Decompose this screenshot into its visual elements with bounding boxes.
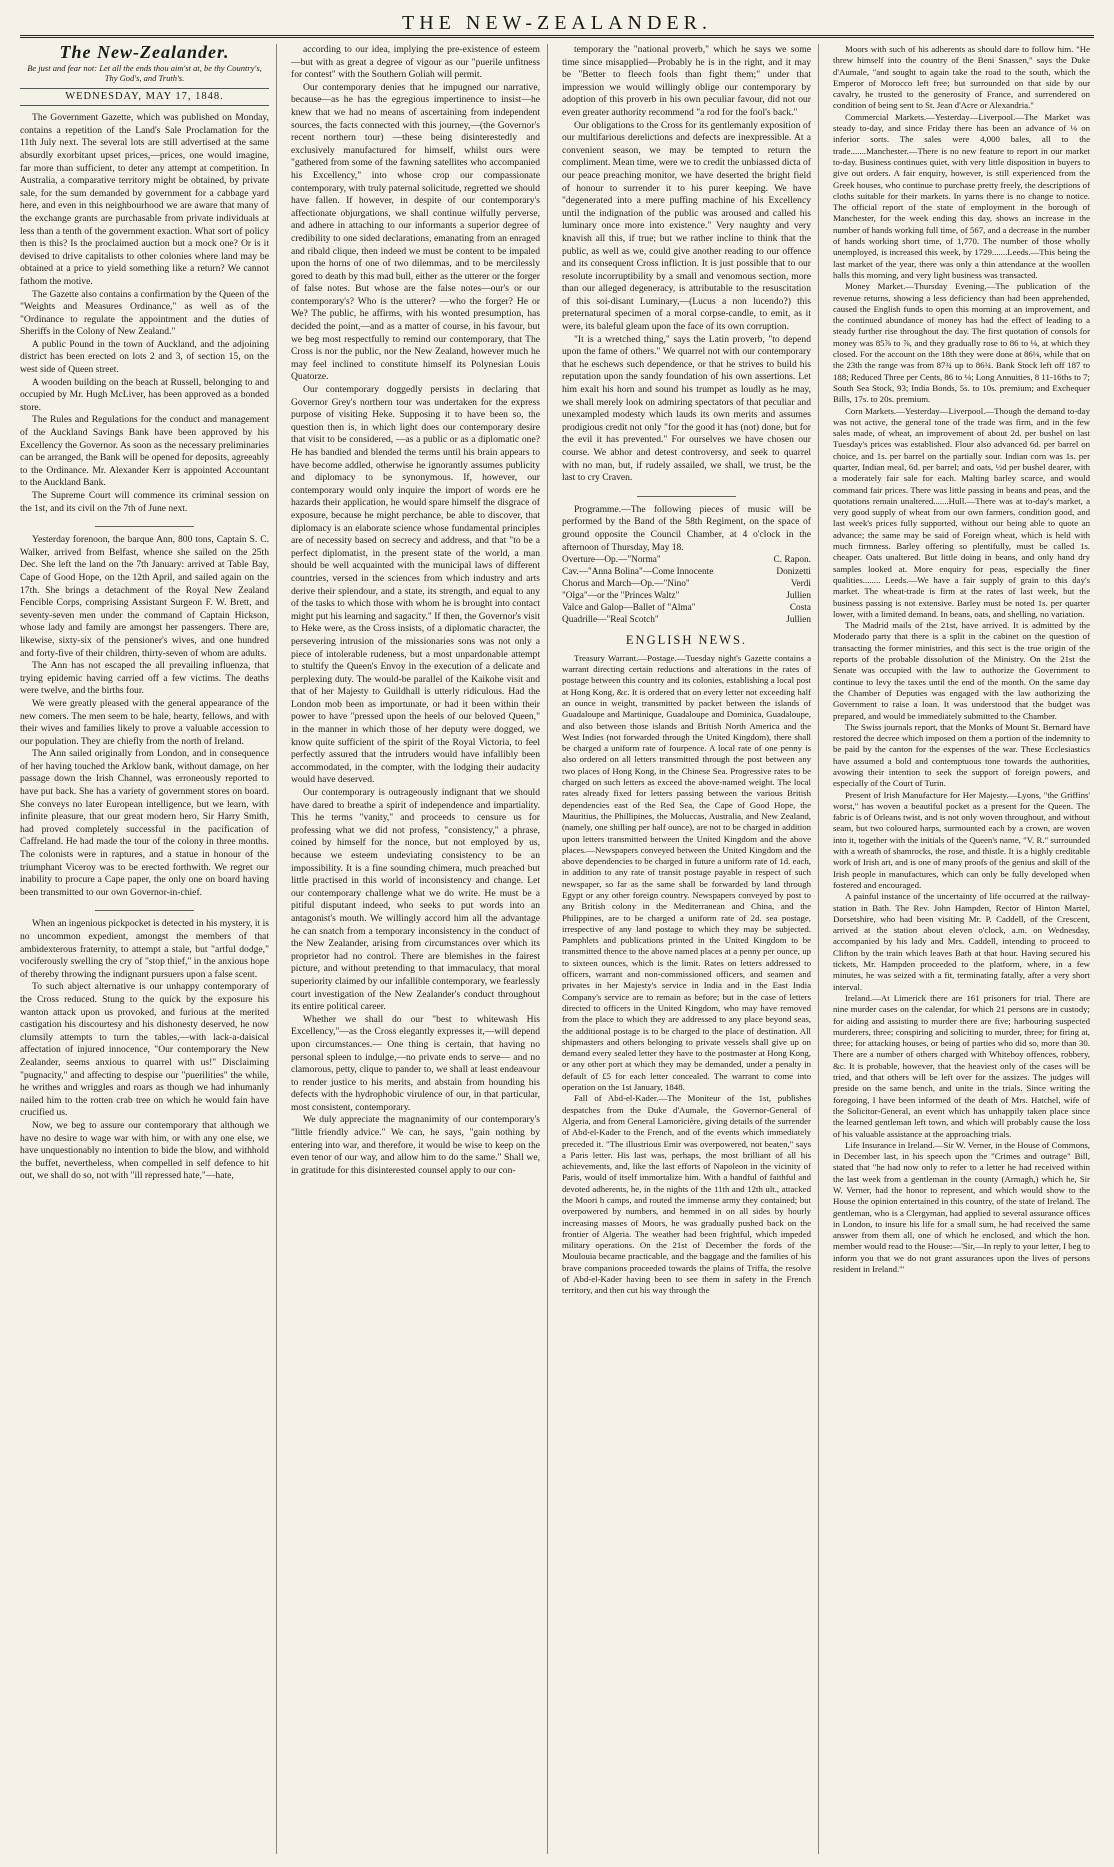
article-paragraph: Treasury Warrant.—Postage.—Tuesday night's Gazette contains a warrant directing certain reductions and alterations in the rates of postage between this country and its colonies, establishing a local post at Hong Kong, &c. It is ordered that on every letter not exceeding half an ounce in weight, transmitted by packet between the islands of Guadaloupe and Martinique, Guadaloupe and Dominica, Guadaloupe, and also between those islands and British North America and the West Indies (not forwarded through the United Kingdom), there shall be charged a uniform rate of fourpence. A local rate of one penny is also ordered on all letters transmitted through the post between any two places of Hong Kong, in the Chinese Sea. Progressive rates to be charged on such letters as exceed the above-named weight. The local rates already fixed for letters passing between the various British dependencies east of the Red Sea, the Cape of Good Hope, the Mauritius, the Phillipines, the Moluccas, Australia, and New Zealand, (namely, one shilling per half ounce), are not to be charged in addition upon letters transmitted between the United Kingdom and the above places.—Newspapers conveyed between the United Kingdom and the above dependencies to be charged in future a uniform rate of 1d. each, in addition to any rate of transit postage payable in respect of such newspaper, so far as the same shall be forwarded by land through Egypt or any other foreign country. Newspapers conveyed by post to any British colony in the Mediterranean and China, and the Philippines, are to be charged a uniform rate of 2d. sea postage, irrespective of any land postage to which they may be subjected. Pamphlets and publications printed in the United Kingdom to be transmitted thence to the above named places at a penny per ounce, up to sixteen ounces, which is the limit. Rates on letters addressed to officers, warrant and non-commissioned officers, and seamen and privates in her Majesty's service in India and in the East India Company's service are to remain as before; but in the case of letters directed to officers in the United Kingdom, who may have removed from the place to which they are addressed to any place beyond seas, the additional postage is to be charged to the place of destination. All shipmasters and others belonging to private vessels shall give up on demand every sealed letter they have to the postmaster at Hong Kong, or any other port at which they may be demanded, under a penalty in default of £5 for each letter concealed. The warrant to come into operation on the 1st January, 1848.	[562, 652, 811, 1093]
program-piece: Quadrille—"Real Scotch"	[562, 615, 659, 626]
article-paragraph: Our contemporary denies that he impugned our narrative, because—as he has the egregious impertinence to insist—he knew that we had no means of ascertaining from independent sources, the facts connected with this journey,—(the Governor's recent northern tour) —these being disinterestedly and exclusively manufactured for himself, whilst ours were "gathered from some of the fawning satellites who accompanied his Excellency," into whose crop our compassionate contemporary, with truly paternal solicitude, regretted we should have fallen. If however, in despite of our contemporary's affectionate objurgations, we shall continue wilfully perverse, and adhere in attaching to our informants a superior degree of credibility to one sided declarations, emanating from an enraged and ribald clique, then indeed we must be content to be impaled upon the horns of one of two dilemmas, and to be mercilessly gored to death by this mad bull, either as the utterer or the forger of false notes. But whose are the false notes—our's or our contemporary's? Who is the utterer? —who the forger? He or We? The public, he affirms, with his wonted presumption, has decided the point,—and as a matter of course, in his favour, but we beg most respectfully to remind our contemporary, that The Cross is nor the public, nor the New Zealand, however much he may feel inclined to constitute himself its Polynesian Louis Quatorze.	[291, 81, 540, 383]
article-paragraph: The Government Gazette, which was published on Monday, contains a repetition of the Land's Sale Proclamation for the 11th July next. The several lots are still advertised at the same absurdly exorbitant upset prices,—prices, one would imagine, far more than sufficient, to deter any attempt at competition. In Australia, a comparative territory might be obtained, by private sale, for the sum demanded by government for a cabbage yard here, and even in this neighbourhood we are aware that many of the exchange grants are purchasable from private individuals at less than a tenth of the government exaction. What sort of policy then is this? Is the proclaimed auction but a mock one? Or is it devised to drive capitalists to other colonies where land may be obtained at a price to yield something like a return? We cannot fathom the motive.	[20, 112, 269, 287]
article-paragraph: Now, we beg to assure our contemporary that although we have no desire to wage war with him, or with any one else, we have unquestionably no intention to bide the blow, and withhold the buffet, nevertheless, when compelled in self defence to hit out, we shall do so, not with "ill repressed hate,"—hate,	[20, 1119, 269, 1182]
program-piece: Valce and Galop—Ballet of "Alma"	[562, 603, 696, 614]
program-line	[562, 554, 811, 566]
article-paragraph: Money Market.—Thursday Evening.—The publication of the revenue returns, showing a less deficiency than had been apprehended, caused the English funds to open this morning at an improvement, and the continued abundance of money has had the effect of leading to a steady further rise throughout the day. The first quotation of consols for money was 85⅞ to ⅞, and they gradually rose to 86 to ⅛, at which they closed. For the account on the 18th they were done at 86⅛, while that on the 23th the range was from 87¾ up to 86¾. Bank Stock left off 187 to 188; Reduced Three per Cents, 86 to ⅛; Long Annuities, 8 11-16ths to 7; South Sea Stock, 93; India Bonds, 5s. to 10s. premium; and Exchequer Bills, 17s. to 20s. premium.	[833, 281, 1090, 405]
article-paragraph: The Madrid mails of the 21st, have arrived. It is admitted by the Moderado party that there is a split in the cabinet on the question of transacting the former ministries, and this sect is the true origin of the reports of the probable dissolution of the Ministry. On the 21st the Senate was occupied with the law to authorize the Government to continue to levy the taxes until the end of the month. On the same day the Chamber of Deputies was engaged with the law authorizing the Government to raise a loan. It was understood that the budget was prepared, and would be immediately submitted to the Chamber.	[833, 620, 1090, 721]
article-paragraph: "It is a wretched thing," says the Latin proverb, "to depend upon the fame of others." We quarrel not with our contemporary that he eschews such dependence, or that he strives to build his reputation upon the sandy foundation of his own assertions. Let him exalt his horn and sound his trumpet as loudly as he may, we shall merely look on admiring spectators of that peculiar and unexampled modesty which lauds its own merits and assumes prodigious credit not only "for the good it has (not) done, but for the evil it has prevented." For ourselves we have chosen our course. We abhor and detest controversy, and seek to quarrel with no man, but, if rudely assailed, we shall, we trust, be the last to cry Craven.	[562, 333, 811, 484]
program-composer: Donizetti	[776, 567, 811, 578]
article-paragraph: A wooden building on the beach at Russell, belonging to and occupied by Mr. Hugh McLiver, has been approved as a bonded store.	[20, 376, 269, 413]
article-paragraph: We were greatly pleased with the general appearance of the new comers. The men seem to be hale, hearty, fellows, and with their wives and families likely to prove a valuable accession to our population. They are chiefly from the north of Ireland.	[20, 697, 269, 747]
program-piece: Cav.—"Anna Bolina"—Come Innocente	[562, 567, 714, 578]
article-paragraph: Life Insurance in Ireland.—Sir W. Verner, in the House of Commons, in December last, in his speech upon the "Crimes and outrage" Bill, stated that "he had now only to refer to a letter he had received within the last week from a gentleman in the county (Armagh,) which he, Sir W. Verner, had the honor to represent, and which would show to the House the opinion entertained in this country, of the state of Ireland. The gentleman, who is a Clergyman, had applied to several assurance offices in London, to insure his life for a small sum, he had received the same answer from them all, one of which he enclosed, and which the hon. member would read to the House:—'Sir,—In reply to your letter, I beg to inform you that we do not grant assurances upon the lives of persons resident in Ireland.'"	[833, 1139, 1090, 1275]
program-composer: Verdi	[790, 579, 811, 590]
article-paragraph: The Swiss journals report, that the Monks of Mount St. Bernard have restored the decree which imposed on them a portion of the indemnity to be paid by the canton for the expenses of the war. These Ecclesiastics have assumed a bold and contemptuous tone towards the authorities, avowing their intention to seek the support of foreign powers, and especially of the Court of Turin.	[833, 721, 1090, 789]
program-composer: Jullien	[786, 615, 811, 626]
divider	[95, 521, 195, 527]
dateline: WEDNESDAY, MAY 17, 1848.	[20, 88, 269, 107]
article-paragraph: The Supreme Court will commence its criminal session on the 1st, and its civil on the 7th of June next.	[20, 490, 269, 514]
article-paragraph: Our obligations to the Cross for its gentlemanly exposition of our multifarious derelictions and defects are inexpressible. At a convenient season, we may be tempted to return the compliment. Mean time, were we to credit the unbiassed dicta of our peace preaching monitor, we have deserted the bright field of honour to surrender it to his purer keeping. We have "degenerated into a mere puffing machine of his Excellency until the indignation of the public was aroused and called his luminary once more into existence." Very naughty and very knavish all this, if true; but we rather incline to think that the public, as well as we, could give another reading to our offence and its consequent Cross infliction. It is just possible that to our resolute incorruptibility by a small and venomous section, more than our alleged degeneracy, is attributable to the resuscitation of this soi-disant Luminary,—(Lucus a non lucendo?) this preternatural specimen of a moral corpse-candle, to emit, as it were, its baleful gleam upon the face of its own corruption.	[562, 119, 811, 333]
column-3	[562, 44, 819, 1854]
columns	[20, 44, 1094, 1854]
article-paragraph: Our contemporary is outrageously indignant that we should have dared to breathe a spirit of independence and impartiality. This he terms "vanity," and proceeds to censure us for professing what we did not profess, "consistency," a phrase, coined by himself for the nonce, but not employed by us, because we esteem undeviating consistency to be an impossibility. It is a fine sounding chimera, much preached but little practised in this world of inconsistency and change. Let our contemporary challenge what we do write. He must be a pitiful disputant indeed, who seeks to put words into an antagonist's mouth. We willingly accord him all the advantage he can snatch from a temporary inconsistency in the conduct of the New Zealander, arising from circumstances over which its proprietor had no control. There are blemishes in the fairest picture, and without pretending to that immaculacy, that moral superiority claimed by our infallible contemporary, we fearlessly court investigation of the New Zealander's conduct throughout its entire political career.	[291, 787, 540, 1013]
article-paragraph: Whether we shall do our "best to whitewash His Excellency,"—as the Cross elegantly expresses it,—will depend upon circumstances.— One thing is certain, that having no personal spleen to indulge,—no private ends to serve— and no clamorous, petty, clique to pander to, we shall at least endeavour to render justice to his merits, and abstain from hounding his defects with the hydrophobic virulence of our, in that particular, most consistent, contemporary.	[291, 1013, 540, 1113]
program-piece: "Olga"—or the "Princes Waltz"	[562, 591, 680, 602]
paper-title: The New-Zealander.	[59, 44, 230, 62]
music-program	[562, 554, 811, 626]
article-paragraph: Commercial Markets.—Yesterday—Liverpool.—The Market was steady to-day, and since Friday there has been an advance of ⅛ on inferior sorts. The sales were 4,000 bales, all to the trade.......Manchester.—There is no new feature to report in our market to-day. Business continues quiet, with very little disposition in buyers to give out orders. A fair enquiry, however, is still experienced from the Greek houses, who continue to purchase pretty freely, the descriptions of cloths suitable for their markets. In yarns there is no change to notice. The official report of the state of employment in the borough of Manchester, for the week ending this day, shows an increase in the number of hands working full time, of 567, and a decrease in the number of hands working short time, of 1,770. The number of those wholly unemployed, is increased this week, by 1729.......Leeds.—This being the last market of the year, there was only a thin attendance at the woollen halls this morning, and very light business was transacted.	[833, 111, 1090, 280]
masthead: THE NEW-ZEALANDER.	[20, 8, 1094, 38]
article-paragraph: The Ann sailed originally from London, and in consequence of her having touched the Arklow bank, without damage, on her passage down the Irish Channel, was erroneously reported to have put back. She has a variety of government stores on board. She conveys no later European intelligence, but we learn, with infinite pleasure, that our great modern hero, Sir Harry Smith, had proved completely successful in the pacification of Caffreland. He had made the tour of the colony in three months. The colonists were in raptures, and a statue in honour of the triumphant Viceroy was to be erected forthwith. We regret our inability to procure a Cape paper, the only one on board having been transmitted to our own Governor-in-chief.	[20, 748, 269, 898]
article-paragraph: Yesterday forenoon, the barque Ann, 800 tons, Captain S. C. Walker, arrived from Belfast, whence she sailed on the 25th Dec. She left the land on the 7th January: arrived at Table Bay, Cape of Good Hope, on the 12th April, and sailed again on the 17th. She brings a detachment of the Royal New Zealand Fencible Corps, comprising Assistant Surgeon F. W. Brett, and seventy-seven men under the command of Captain Hickson, whose lady and family are amongst her passengers. There are, likewise, sixty-six of the pensioner's wives, and one hundred and forty-five of their children, thirty-seven of whom are adults.	[20, 534, 269, 659]
motto: Be just and fear not: Let all the ends thou aim'st at, be thy Country's, Thy God's, and Truth's.	[27, 62, 262, 84]
program-line	[562, 578, 811, 590]
program-line	[562, 590, 811, 602]
column-1	[20, 44, 277, 1854]
article-paragraph: To such abject alternative is our unhappy contemporary of the Cross reduced. Stung to the quick by the exposure his wanton attack upon us provoked, and furious at the merited castigation his discourtesy and his dishonesty deserved, he now clumsily attempts to turn the tables,—with lack-a-daisical affectation of injured innocence, "Our contemporary the New Zealander, seems anxious to quarrel with us!" Disclaiming "pugnacity," and affecting to despise our "puerilities" the while, he writhes and wriggles and roars as though we had inhumanly nailed him to the rotten crab tree on which he would fain have crucified us.	[20, 981, 269, 1119]
section-heading: ENGLISH NEWS.	[625, 633, 748, 648]
article-paragraph: according to our idea, implying the pre-existence of esteem—but with as great a degree of vigour as our "puerile unfitness for contest" with the Southern Goliah will permit.	[291, 44, 540, 81]
article-paragraph: Programme.—The following pieces of music will be performed by the Band of the 58th Regiment, on the space of ground opposite the Council Chamber, at 4 o'clock in the afternoon of Thursday, May 18.	[562, 503, 811, 553]
program-composer: C. Rapon.	[773, 555, 811, 566]
article-paragraph: Our contemporary doggedly persists in declaring that Governor Grey's northern tour was undertaken for the express purpose of visiting Heke. Supposing it to have been so, the question then is, in which light does our contemporary desire that visit to be considered, —as a public or as a diplomatic one? He has bandied and blended the terms until his brain appears to have become addled, otherwise he ignorantly assumes publicity and diplomacy to be synonymous. If, however, our contemporary would only inquire the import of words ere he hazards their application, he would spare himself the disgrace of exposure, because he might perchance, be able to discover, that diplomacy is an elaborate science whose fundamental principles are of necessity based on secrecy and address, and that "to be a perfect diplomatist, in the present state of the world, a man should be well acquainted with the municipal laws of different countries, versed in the sciences from which industry and arts derive their splendour, and a state, its strength, and equal to any of the tasks to which those with whom he is brought into contact might put his learning and sagacity." If then, the Governor's visit to Heke were, as the Cross insists, of a diplomatic character, the persevering intrusion of the missionaries sons was not only a piece of intolerable rudeness, but a most unpardonable attempt to stultify the Queen's Envoy in the execution of a delicate and perplexing duty. The would-be parallel of the Kaikohe visit and that of her Majesty to Guildhall is utterly ridiculous. Had the London mob been as importunate, or had it been within their power to have "pressed upon the heels of our beloved Queen," in the manner in which those of her deputy were dogged, we know quite sufficient of the spirit of the Royal Victoria, to feel perfectly assured that the intruders would have infallibly been accommodated, in the compter, with the lodging their audacity would have deserved.	[291, 384, 540, 786]
article-paragraph: A painful instance of the uncertainty of life occurred at the railway-station in Bath. The Rev. John Hampden, Rector of Hinton Martel, Dorsetshire, who had been visiting Mr. P. Caddell, of the Crescent, arrived at the station about eleven o'clock, a.m. on Wednesday, accompanied by his lady and Mrs. Caddell, intending to proceed to Clifton by the train which leaves Bath at that hour. Having secured his tickets, Mr. Hampden proceeded to the platform, where, in a few minutes, he was seized with a fit, terminating fatally, after a very short interval.	[833, 891, 1090, 992]
article-paragraph: A public Pound in the town of Auckland, and the adjoining district has been erected on lots 2 and 3, of section 15, on the west side of Queen street.	[20, 338, 269, 376]
article-paragraph: When an ingenious pickpocket is detected in his mystery, it is no uncommon expedient, amongst the members of that ambidexterous fraternity, to attempt a stale, but "artful dodge," vociferously swelling the cry of "stop thief," in the anxious hope of thereby throwing the indignant pursuers upon a false scent.	[20, 918, 269, 980]
column-2	[291, 44, 548, 1854]
column-4	[833, 44, 1090, 1854]
program-piece: Chorus and March—Op.—"Nino"	[562, 579, 690, 590]
article-paragraph: temporary the "national proverb," which he says we some time since misapplied—Probably he is in the right, and it may be "Better to fleech fools than fight them;" under that impression we would willingly oblige our contemporary by adoption of this proverb in his own peculiar favour, did not our even greater authority recommend "a rod for the fool's back."	[562, 44, 811, 118]
program-line	[562, 602, 811, 614]
article-paragraph: Fall of Abd-el-Kader.—The Moniteur of the 1st, publishes despatches from the Duke d'Aumale, the Governor-General of Algeria, and from General Lamoricière, giving details of the surrender of Abd-el-Kader to the French, and of the events which immediately preceded it. "The illustrious Emir was overpowered, not beaten," says a Paris letter. His last was, perhaps, the most brilliant of all his achievements, and, like the last efforts of Napoleon in the vicinity of Paris, would of itself immortalize him. With a handful of faithful and devoted adherents, he, in the nights of the 11th and 12th ult., attacked the Moori h camps, and routed the immense army they contained; but overpowered by numbers, and hemmed in on all sides by hourly increasing masses of Moors, he was gradually pushed back on the frontier of Algeria. The weather had been frightful, which impeded military operations. On the 21st of December the fords of the Moulouia became practicable, and the baggage and the families of his brave companions proceeded towards the plains of Triffa, the resolve of Abd-el-Kader having been to see them in safety in the French territory, and then cut his way through the	[562, 1093, 811, 1296]
program-composer: Jullien	[786, 591, 811, 602]
article-paragraph: We duly appreciate the magnanimity of our contemporary's "little friendly advice." We can, he says, "gain nothing by entering into war, and therefore, it would be wise to keep on the even tenor of our way, and allow him to do the same." Shall we, in gratitude for this disinterested counsel apply to our con-	[291, 1114, 540, 1176]
article-paragraph: The Gazette also contains a confirmation by the Queen of the "Weights and Measures Ordinance," as well as of the "Ordinance to regulate the appointment and the duties of Sheriffs in the Colony of New Zealand."	[20, 288, 269, 338]
program-piece: Overture—Op.—"Norma"	[562, 555, 661, 566]
program-line	[562, 566, 811, 578]
article-paragraph: Corn Markets.—Yesterday—Liverpool.—Though the demand to-day was not active, the general tone of the trade was firm, and in the few sales made, of wheat, an improvement of about 2d. per bushel on last Tuesday's prices was established. Flour also advanced 6d. per barrel on choice, and 1s. per barrel on the partially sour. Indian corn was 1s. per quarter, Indian meal, 6d. per barrel; and oats, ½d per bushel dearer, with a moderately fair sale for each. Malting barley scarce, and would command fair prices. There was little passing in beans and peas, and the quotations remain unaltered.......Hull.—There was at to-day's market, a very good supply of wheat from our own farmers, condition good, and last week's prices fully supported, without our being able to quote an advance; the same may be said of Foreign wheat, which is held with much firmness. Barley offering so plentifully, must be called 1s. cheaper. Oats unaltered. But little doing in beans, and only hand dry samples looked at. More enquiry for peas, especially the finer qualities........ Leeds.—We have a fair supply of grain to this day's market. The wheat-trade is firm at the rates of last week, but the business passing is not extensive. Barley must be noted 1s. per quarter lower, with a limited demand. In beans, oats, and shelling, no variation.	[833, 405, 1090, 619]
program-composer: Costa	[789, 603, 811, 614]
divider	[95, 905, 195, 911]
article-paragraph: The Ann has not escaped the all prevailing influenza, that trying epidemic having carried off a few victims. The deaths were twelve, and the births four.	[20, 660, 269, 697]
article-paragraph: Ireland.—At Limerick there are 161 prisoners for trial. There are nine murder cases on the calendar, for which 21 persons are in custody; for aiding and assisting to murder there are five; harbouring suspected murderers, three; conspiring and soliciting to murder, three; for firing at, three; for attacking houses, or being of parties who did so, more than 30. There are a number of others charged with Whiteboy offences, robbery, &c. It is probable, however, that the heaviest only of the cases will be tried, and that others will be left over for the assizes. The judges will preside on the same bench, and unite in the trials. Since writing the foregoing, I have been informed of the death of Mrs. Hatchel, wife of the Solicitor-General, an event which has unhappily taken place since the learned gentleman left town, and which will probably cause the loss of his valuable assistance at the approaching trials.	[833, 992, 1090, 1139]
article-paragraph: The Rules and Regulations for the conduct and management of the Auckland Savings Bank have been approved by his Excellency the Governor. As soon as the necessary preliminaries can be arranged, the Bank will be opened for deposits, agreeably to the Ordinance. Mr. Alexander Kerr is appointed Accountant to the Auckland Bank.	[20, 414, 269, 489]
divider	[637, 491, 737, 497]
article-paragraph: Present of Irish Manufacture for Her Majesty.—Lyons, "the Griffins' worst," has woven a beautiful pocket as a present for the Queen. The fabric is of Orleans twist, and is not only woven throughout, and without seam, but two coloured harps, surmounted each by a crown, are woven into it, together with the initials of the Queen's name, "V. R." surrounded with a wreath of shamrocks, the rose, and thistle. It is a highly creditable work of Irish art, and is one of many proofs of the genius and skill of the Irish people in manufactures, which can only be fully developed when fostered and encouraged.	[833, 789, 1090, 890]
program-line	[562, 614, 811, 626]
article-paragraph: Moors with such of his adherents as should dare to follow him. "He threw himself into the country of the Beni Snassen," says the Duke d'Aumale, "and sought to again take the road to the south, which the Emperor of Morocco left free; but surrounded on that side by our cavalry, he trusted to the generosity of France, and surrendered on condition of being sent to St. Jean d'Acre or Alexandria."	[833, 44, 1090, 111]
